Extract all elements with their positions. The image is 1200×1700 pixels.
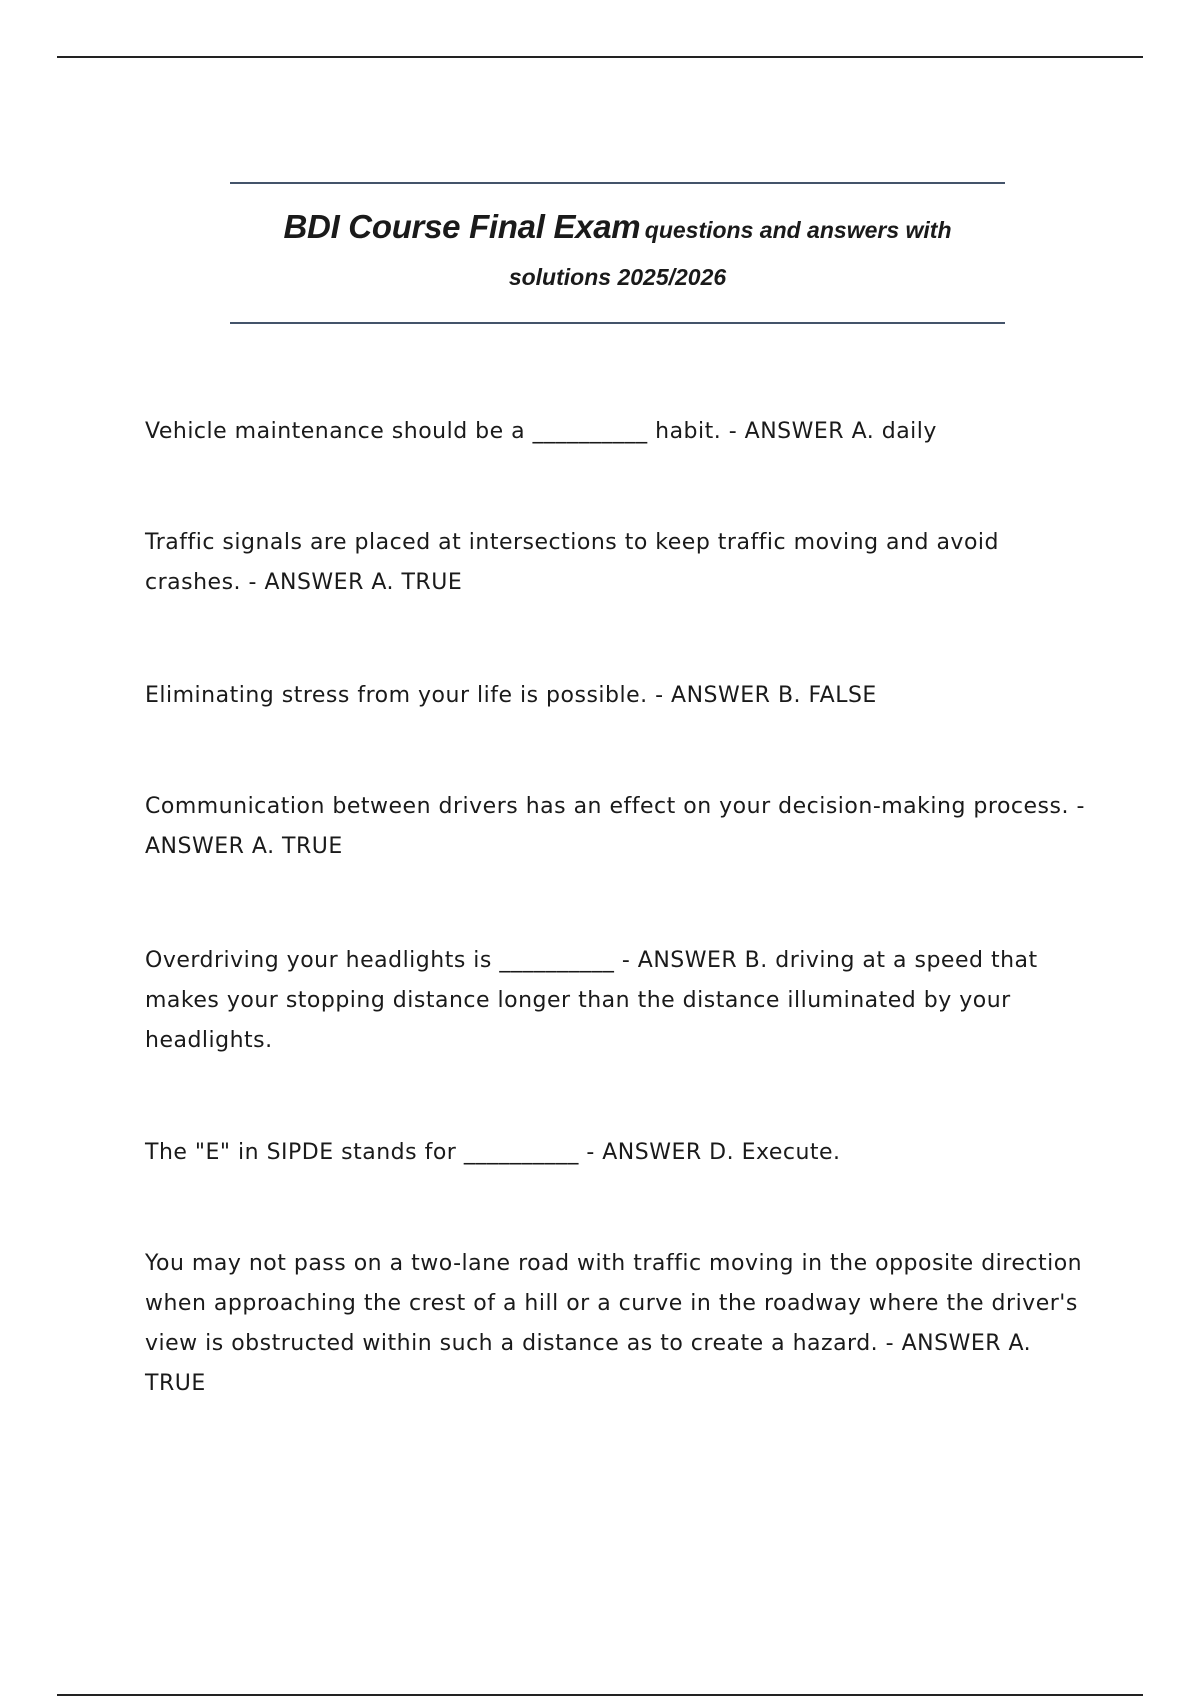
document-subtitle-line-2: solutions 2025/2026 (508, 264, 727, 290)
page-top-rule (57, 56, 1143, 58)
title-bottom-rule (230, 322, 1005, 324)
document-subtitle: questions and answers with (644, 217, 952, 243)
qa-item-3: Eliminating stress from your life is possible. - ANSWER B. FALSE (145, 683, 877, 708)
qa-item-4: Communication between drivers has an effect on your decision-making process. - ANSWER A. TRUE (145, 794, 1085, 859)
qa-item-1: Vehicle maintenance should be a __________ habit. - ANSWER A. daily (145, 419, 937, 444)
qa-item-5: Overdriving your headlights is __________ - ANSWER B. driving at a speed that makes your stopping distance longer than the distance illuminated by your headlights. (145, 948, 1038, 1053)
title-line-1 (230, 208, 1005, 246)
qa-item-7: You may not pass on a two-lane road with traffic moving in the opposite direction when approaching the crest of a hill or a curve in the roadway where the driver's view is obstructed within such a distance as to create a hazard. - ANSWER A. TRUE (145, 1251, 1083, 1396)
title-top-rule (230, 182, 1005, 184)
document-title: BDI Course Final Exam (283, 208, 641, 245)
page-bottom-rule (57, 1694, 1143, 1696)
qa-item-6: The "E" in SIPDE stands for __________ - ANSWER D. Execute. (145, 1140, 841, 1165)
title-block (230, 182, 1005, 324)
qa-item-2: Traffic signals are placed at intersections to keep traffic moving and avoid crashes. - ANSWER A. TRUE (145, 530, 999, 595)
